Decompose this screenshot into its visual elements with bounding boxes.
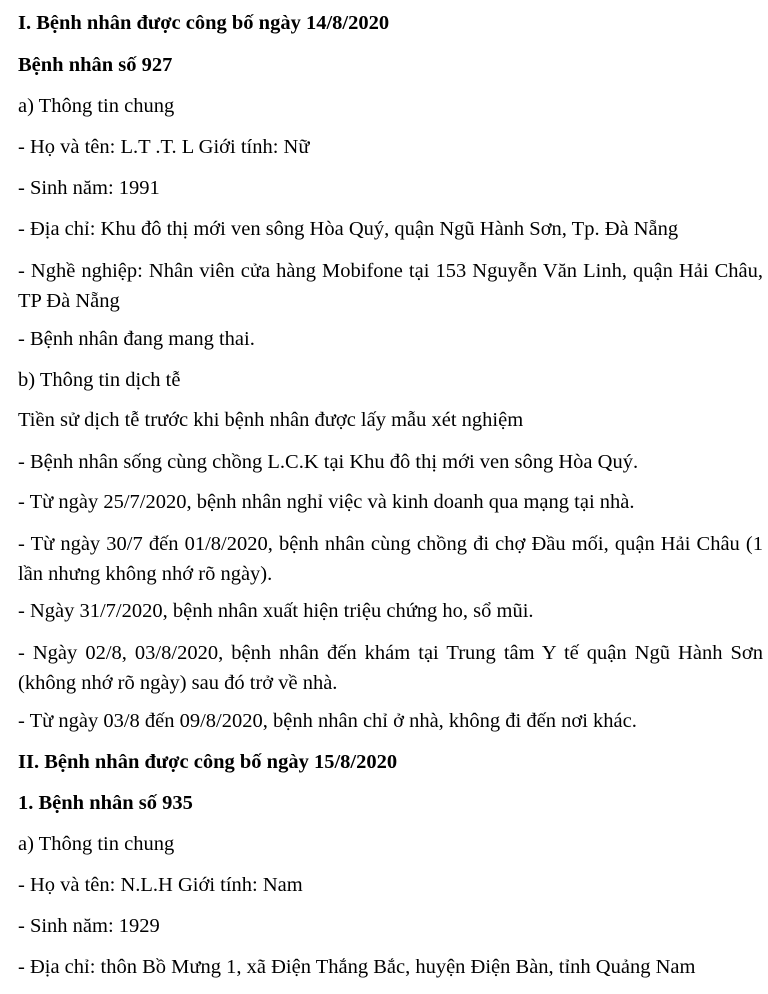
patient-935-birth-year: - Sinh năm: 1929 xyxy=(18,915,160,937)
epidemiology-intro: Tiền sử dịch tễ trước khi bệnh nhân được lấy mẫu xét nghiệm xyxy=(18,409,524,431)
section-2-heading: II. Bệnh nhân được công bố ngày 15/8/2020 xyxy=(18,751,398,773)
patient-927-occupation: - Nghề nghiệp: Nhân viên cửa hàng Mobifone tại 153 Nguyễn Văn Linh, quận Hải Châu, TP Đà Nẵng xyxy=(18,260,763,312)
patient-935-name-gender: - Họ và tên: N.L.H Giới tính: Nam xyxy=(18,874,303,896)
general-info-label: a) Thông tin chung xyxy=(18,95,175,117)
section-1-heading: I. Bệnh nhân được công bố ngày 14/8/2020 xyxy=(18,12,390,34)
epidemiology-label: b) Thông tin dịch tễ xyxy=(18,369,181,391)
epidemiology-item: - Ngày 31/7/2020, bệnh nhân xuất hiện triệu chứng ho, sổ mũi. xyxy=(18,600,534,622)
patient-927-address: - Địa chỉ: Khu đô thị mới ven sông Hòa Quý, quận Ngũ Hành Sơn, Tp. Đà Nẵng xyxy=(18,218,679,240)
epidemiology-item: - Từ ngày 03/8 đến 09/8/2020, bệnh nhân chỉ ở nhà, không đi đến nơi khác. xyxy=(18,710,637,732)
patient-927-birth-year: - Sinh năm: 1991 xyxy=(18,177,160,199)
epidemiology-item: - Từ ngày 25/7/2020, bệnh nhân nghỉ việc và kinh doanh qua mạng tại nhà. xyxy=(18,491,635,513)
patient-935-address: - Địa chỉ: thôn Bồ Mưng 1, xã Điện Thắng Bắc, huyện Điện Bàn, tỉnh Quảng Nam xyxy=(18,956,696,978)
patient-927-title: Bệnh nhân số 927 xyxy=(18,54,173,76)
epidemiology-item: - Từ ngày 30/7 đến 01/8/2020, bệnh nhân cùng chồng đi chợ Đầu mối, quận Hải Châu (1 lần nhưng không nhớ rõ ngày). xyxy=(18,533,763,585)
patient-927-pregnant-note: - Bệnh nhân đang mang thai. xyxy=(18,328,255,350)
patient-927-name-gender: - Họ và tên: L.T .T. L Giới tính: Nữ xyxy=(18,136,310,158)
patient-935-title: 1. Bệnh nhân số 935 xyxy=(18,792,193,814)
epidemiology-item: - Bệnh nhân sống cùng chồng L.C.K tại Khu đô thị mới ven sông Hòa Quý. xyxy=(18,451,639,473)
epidemiology-item: - Ngày 02/8, 03/8/2020, bệnh nhân đến khám tại Trung tâm Y tế quận Ngũ Hành Sơn (không nhớ rõ ngày) sau đó trở về nhà. xyxy=(18,642,763,694)
general-info-label: a) Thông tin chung xyxy=(18,833,175,855)
